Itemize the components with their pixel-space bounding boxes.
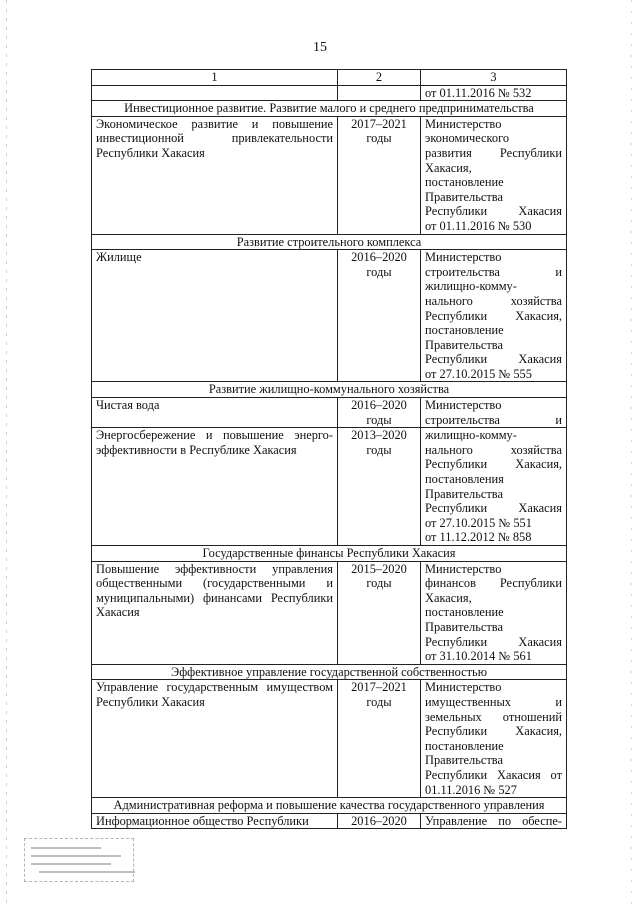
- section-title: Развитие жилищно-коммунального хозяйства: [92, 382, 567, 398]
- section-row: [92, 664, 567, 680]
- cell-line: Правительства: [425, 337, 503, 352]
- cell-line: Управление государственным имуществом: [96, 680, 333, 695]
- cell-line: 2016–2020: [351, 398, 407, 413]
- cell-line: строительства и: [425, 412, 562, 427]
- program-years: [338, 250, 421, 382]
- cell-line: нального хозяйства: [425, 293, 562, 308]
- cell-line: Республики Хакасия: [425, 204, 562, 219]
- cell-line: Повышение эффективности управления: [96, 561, 333, 576]
- section-title: Эффективное управление государственной собственностью: [92, 664, 567, 680]
- program-name: [92, 116, 338, 234]
- cell-line: 2016–2020: [351, 813, 407, 828]
- cell-line: постановление: [425, 738, 504, 753]
- program-legal-basis: [421, 813, 567, 829]
- program-name: [92, 680, 338, 798]
- program-years: [338, 680, 421, 798]
- cell-line: Республики Хакасия,: [425, 308, 562, 323]
- program-years: [338, 561, 421, 664]
- program-years: [338, 813, 421, 829]
- cell-line: инвестиционной привлекательности: [96, 131, 333, 146]
- cell-line: 2013–2020: [351, 428, 407, 443]
- cell-line: Министерство: [425, 116, 502, 131]
- cell-line: постановление: [425, 323, 504, 338]
- section-title: Развитие строительного комплекса: [92, 234, 567, 250]
- section-row: [92, 798, 567, 814]
- section-row: [92, 234, 567, 250]
- section-row: [92, 382, 567, 398]
- cell-line: Чистая вода: [96, 398, 160, 413]
- cell-line: Правительства: [425, 753, 503, 768]
- cell-line: Министерство: [425, 398, 502, 413]
- cell-line: строительства и: [425, 264, 562, 279]
- cell-line: Правительства: [425, 619, 503, 634]
- page-number: 15: [313, 40, 327, 55]
- column-header-3: 3: [421, 70, 567, 86]
- scan-edge-left: [6, 0, 7, 905]
- section-row: [92, 546, 567, 562]
- cell-line: постановление: [425, 605, 504, 620]
- cell-line: постановления: [425, 472, 504, 487]
- cell-line: 2017–2021: [351, 680, 407, 695]
- column-header-1: 1: [92, 70, 338, 86]
- cell-line: Республики Хакасия: [96, 694, 205, 709]
- cell-line: 01.11.2016 № 527: [425, 782, 517, 797]
- program-name: [92, 813, 338, 829]
- cell-line: эффективности в Республике Хакасия: [96, 442, 297, 457]
- cell-line: Министерство: [425, 250, 502, 265]
- program-legal-basis: [421, 680, 567, 798]
- cell-line: годы: [366, 264, 392, 279]
- scan-edge-right: [631, 0, 632, 905]
- cell-line: Хакасия,: [425, 160, 472, 175]
- program-years: [338, 398, 421, 428]
- cell-line: Министерство: [425, 561, 502, 576]
- carry-over-cell-empty: [92, 85, 338, 101]
- cell-line: Республики Хакасия: [425, 352, 562, 367]
- cell-line: Экономическое развитие и повышение: [96, 116, 333, 131]
- program-name: [92, 428, 338, 546]
- section-title: Инвестиционное развитие. Развитие малого и среднего предпринимательства: [92, 101, 567, 117]
- section-title: Государственные финансы Республики Хакасия: [92, 546, 567, 562]
- cell-line: Министерство: [425, 680, 502, 695]
- cell-line: от 27.10.2015 № 555: [425, 366, 532, 381]
- cell-line: от 31.10.2014 № 561: [425, 649, 532, 664]
- cell-line: имущественных и: [425, 694, 562, 709]
- cell-line: земельных отношений: [425, 709, 562, 724]
- program-years: [338, 116, 421, 234]
- cell-line: экономического: [425, 131, 510, 146]
- cell-line: Энергосбережение и повышение энерго-: [96, 428, 333, 443]
- cell-line: Республики Хакасия: [425, 634, 562, 649]
- program-legal-basis: [421, 428, 567, 546]
- cell-line: Управление по обеспе-: [425, 813, 562, 828]
- cell-line: от 11.12.2012 № 858: [425, 530, 532, 545]
- programs-table: [91, 69, 567, 829]
- cell-line: 2017–2021: [351, 116, 407, 131]
- cell-line: жилищно-комму-: [425, 428, 517, 443]
- program-name: [92, 398, 338, 428]
- cell-line: Правительства: [425, 189, 503, 204]
- program-legal-basis: [421, 116, 567, 234]
- cell-line: Хакасия: [96, 605, 140, 620]
- program-years: [338, 428, 421, 546]
- program-name: [92, 561, 338, 664]
- program-legal-basis: [421, 250, 567, 382]
- program-legal-basis: [421, 561, 567, 664]
- program-row: [92, 813, 567, 829]
- section-row: [92, 101, 567, 117]
- cell-line: Информационное общество Республики: [96, 813, 309, 828]
- cell-line: 2016–2020: [351, 250, 407, 265]
- cell-line: жилищно-комму-: [425, 279, 517, 294]
- cell-line: Республики Хакасия,: [425, 457, 562, 472]
- cell-line: Жилище: [96, 250, 142, 265]
- program-row: [92, 680, 567, 798]
- cell-line: постановление: [425, 175, 504, 190]
- program-legal-basis: [421, 398, 567, 428]
- program-row: [92, 250, 567, 382]
- cell-line: годы: [366, 576, 392, 591]
- cell-line: нального хозяйства: [425, 442, 562, 457]
- cell-line: годы: [366, 442, 392, 457]
- program-row: [92, 398, 567, 428]
- carry-over-row: [92, 85, 567, 101]
- program-row: [92, 116, 567, 234]
- cell-line: Республики Хакасия: [96, 145, 205, 160]
- carry-over-basis: от 01.11.2016 № 532: [421, 85, 567, 101]
- cell-line: от 01.11.2016 № 530: [425, 218, 532, 233]
- cell-line: Республики Хакасия: [425, 501, 562, 516]
- program-row: [92, 561, 567, 664]
- program-row: [92, 428, 567, 546]
- cell-line: Правительства: [425, 486, 503, 501]
- cell-line: Хакасия,: [425, 590, 472, 605]
- cell-line: годы: [366, 131, 392, 146]
- cell-line: общественными (государственными и: [96, 576, 333, 591]
- cell-line: Республики Хакасия от: [425, 767, 562, 782]
- program-name: [92, 250, 338, 382]
- cell-line: финансов Республики: [425, 576, 562, 591]
- cell-line: годы: [366, 412, 392, 427]
- column-header-2: 2: [338, 70, 421, 86]
- section-title: Административная реформа и повышение качества государственного управления: [92, 798, 567, 814]
- cell-line: Республики Хакасия,: [425, 724, 562, 739]
- cell-line: развития Республики: [425, 145, 562, 160]
- cell-line: муниципальными) финансами Республики: [96, 590, 333, 605]
- cell-line: 2015–2020: [351, 561, 407, 576]
- cell-line: годы: [366, 694, 392, 709]
- header-row: [92, 70, 567, 86]
- carry-over-cell-empty: [338, 85, 421, 101]
- cell-line: от 27.10.2015 № 551: [425, 515, 532, 530]
- approval-stamp: [24, 838, 134, 882]
